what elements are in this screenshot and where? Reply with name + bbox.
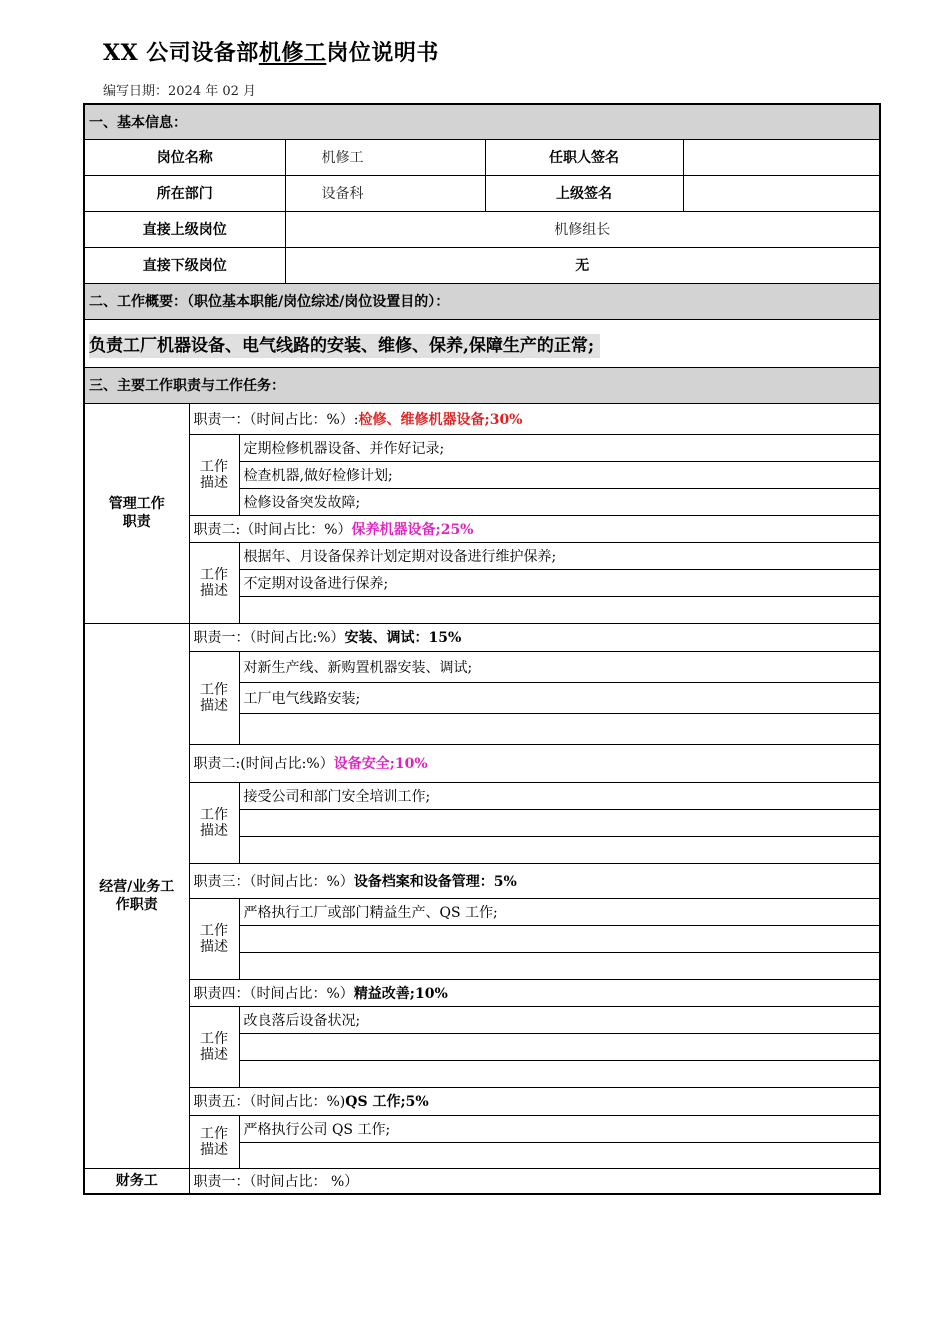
list-item (239, 809, 880, 836)
signature-label: 任职人签名 (485, 139, 683, 175)
list-item: 严格执行公司 QS 工作; (239, 1115, 880, 1142)
list-item (239, 836, 880, 863)
superior-signature-field[interactable] (683, 175, 880, 211)
fin-duties-label: 财务工 (84, 1168, 189, 1194)
mgmt-duty-1: 职责一：（时间占比：%）:检修、维修机器设备;30% (189, 403, 880, 434)
work-desc-label: 工作描述 (189, 651, 239, 744)
list-item (239, 596, 880, 623)
signature-field[interactable] (683, 139, 880, 175)
biz-duty-1: 职责一：（时间占比:%）安装、调试：15% (189, 623, 880, 651)
biz-duty-5: 职责五：（时间占比：%)QS 工作;5% (189, 1087, 880, 1115)
list-item: 根据年、月设备保养计划定期对设备进行维护保养; (239, 542, 880, 569)
superior-signature-label: 上级签名 (485, 175, 683, 211)
section-duties: 三、主要工作职责与工作任务： (84, 367, 880, 403)
list-item: 不定期对设备进行保养; (239, 569, 880, 596)
direct-sub-label: 直接下级岗位 (84, 247, 285, 283)
list-item: 检查机器,做好检修计划; (239, 461, 880, 488)
list-item (239, 1033, 880, 1060)
list-item (239, 952, 880, 979)
work-desc-label: 工作描述 (189, 542, 239, 623)
biz-duties-label: 经营/业务工作职责 (84, 623, 189, 1168)
mgmt-duty-2: 职责二:（时间占比：%）保养机器设备;25% (189, 515, 880, 542)
list-item: 接受公司和部门安全培训工作; (239, 782, 880, 809)
list-item (239, 925, 880, 952)
biz-duty-2: 职责二:(时间占比:%）设备安全;10% (189, 744, 880, 782)
work-desc-label: 工作描述 (189, 898, 239, 979)
work-desc-label: 工作描述 (189, 434, 239, 515)
work-desc-label: 工作描述 (189, 1115, 239, 1168)
list-item (239, 1060, 880, 1087)
work-desc-label: 工作描述 (189, 782, 239, 863)
dept-label: 所在部门 (84, 175, 285, 211)
list-item: 工厂电气线路安装; (239, 682, 880, 713)
overview-text: 负责工厂机器设备、电气线路的安装、维修、保养,保障生产的正常; (84, 319, 880, 367)
biz-duty-3: 职责三：（时间占比：%）设备档案和设备管理：5% (189, 863, 880, 898)
position-value: 机修工 (285, 139, 485, 175)
title-position: 机修工 (258, 40, 327, 66)
position-label: 岗位名称 (84, 139, 285, 175)
list-item (239, 713, 880, 744)
direct-superior-label: 直接上级岗位 (84, 211, 285, 247)
direct-superior-value: 机修组长 (285, 211, 880, 247)
fin-duty-1: 职责一：（时间占比： %） (189, 1168, 880, 1194)
section-overview: 二、工作概要：（职位基本职能/岗位综述/岗位设置目的）： (84, 283, 880, 319)
list-item: 严格执行工厂或部门精益生产、QS 工作; (239, 898, 880, 925)
page-title: XX 公司设备部机修工岗位说明书 (103, 40, 439, 66)
work-desc-label: 工作描述 (189, 1006, 239, 1087)
mgmt-duties-label: 管理工作职责 (84, 403, 189, 623)
section-basic-info: 一、基本信息： (84, 104, 880, 139)
date-text: 编写日期：2024 年 02 月 (103, 84, 257, 99)
list-item: 定期检修机器设备、并作好记录; (239, 434, 880, 461)
direct-sub-value: 无 (285, 247, 880, 283)
list-item: 检修设备突发故障; (239, 488, 880, 515)
biz-duty-4: 职责四：（时间占比：%）精益改善;10% (189, 979, 880, 1006)
list-item (239, 1142, 880, 1168)
job-description-table (83, 103, 881, 1195)
dept-value: 设备科 (285, 175, 485, 211)
list-item: 对新生产线、新购置机器安装、调试; (239, 651, 880, 682)
list-item: 改良落后设备状况; (239, 1006, 880, 1033)
